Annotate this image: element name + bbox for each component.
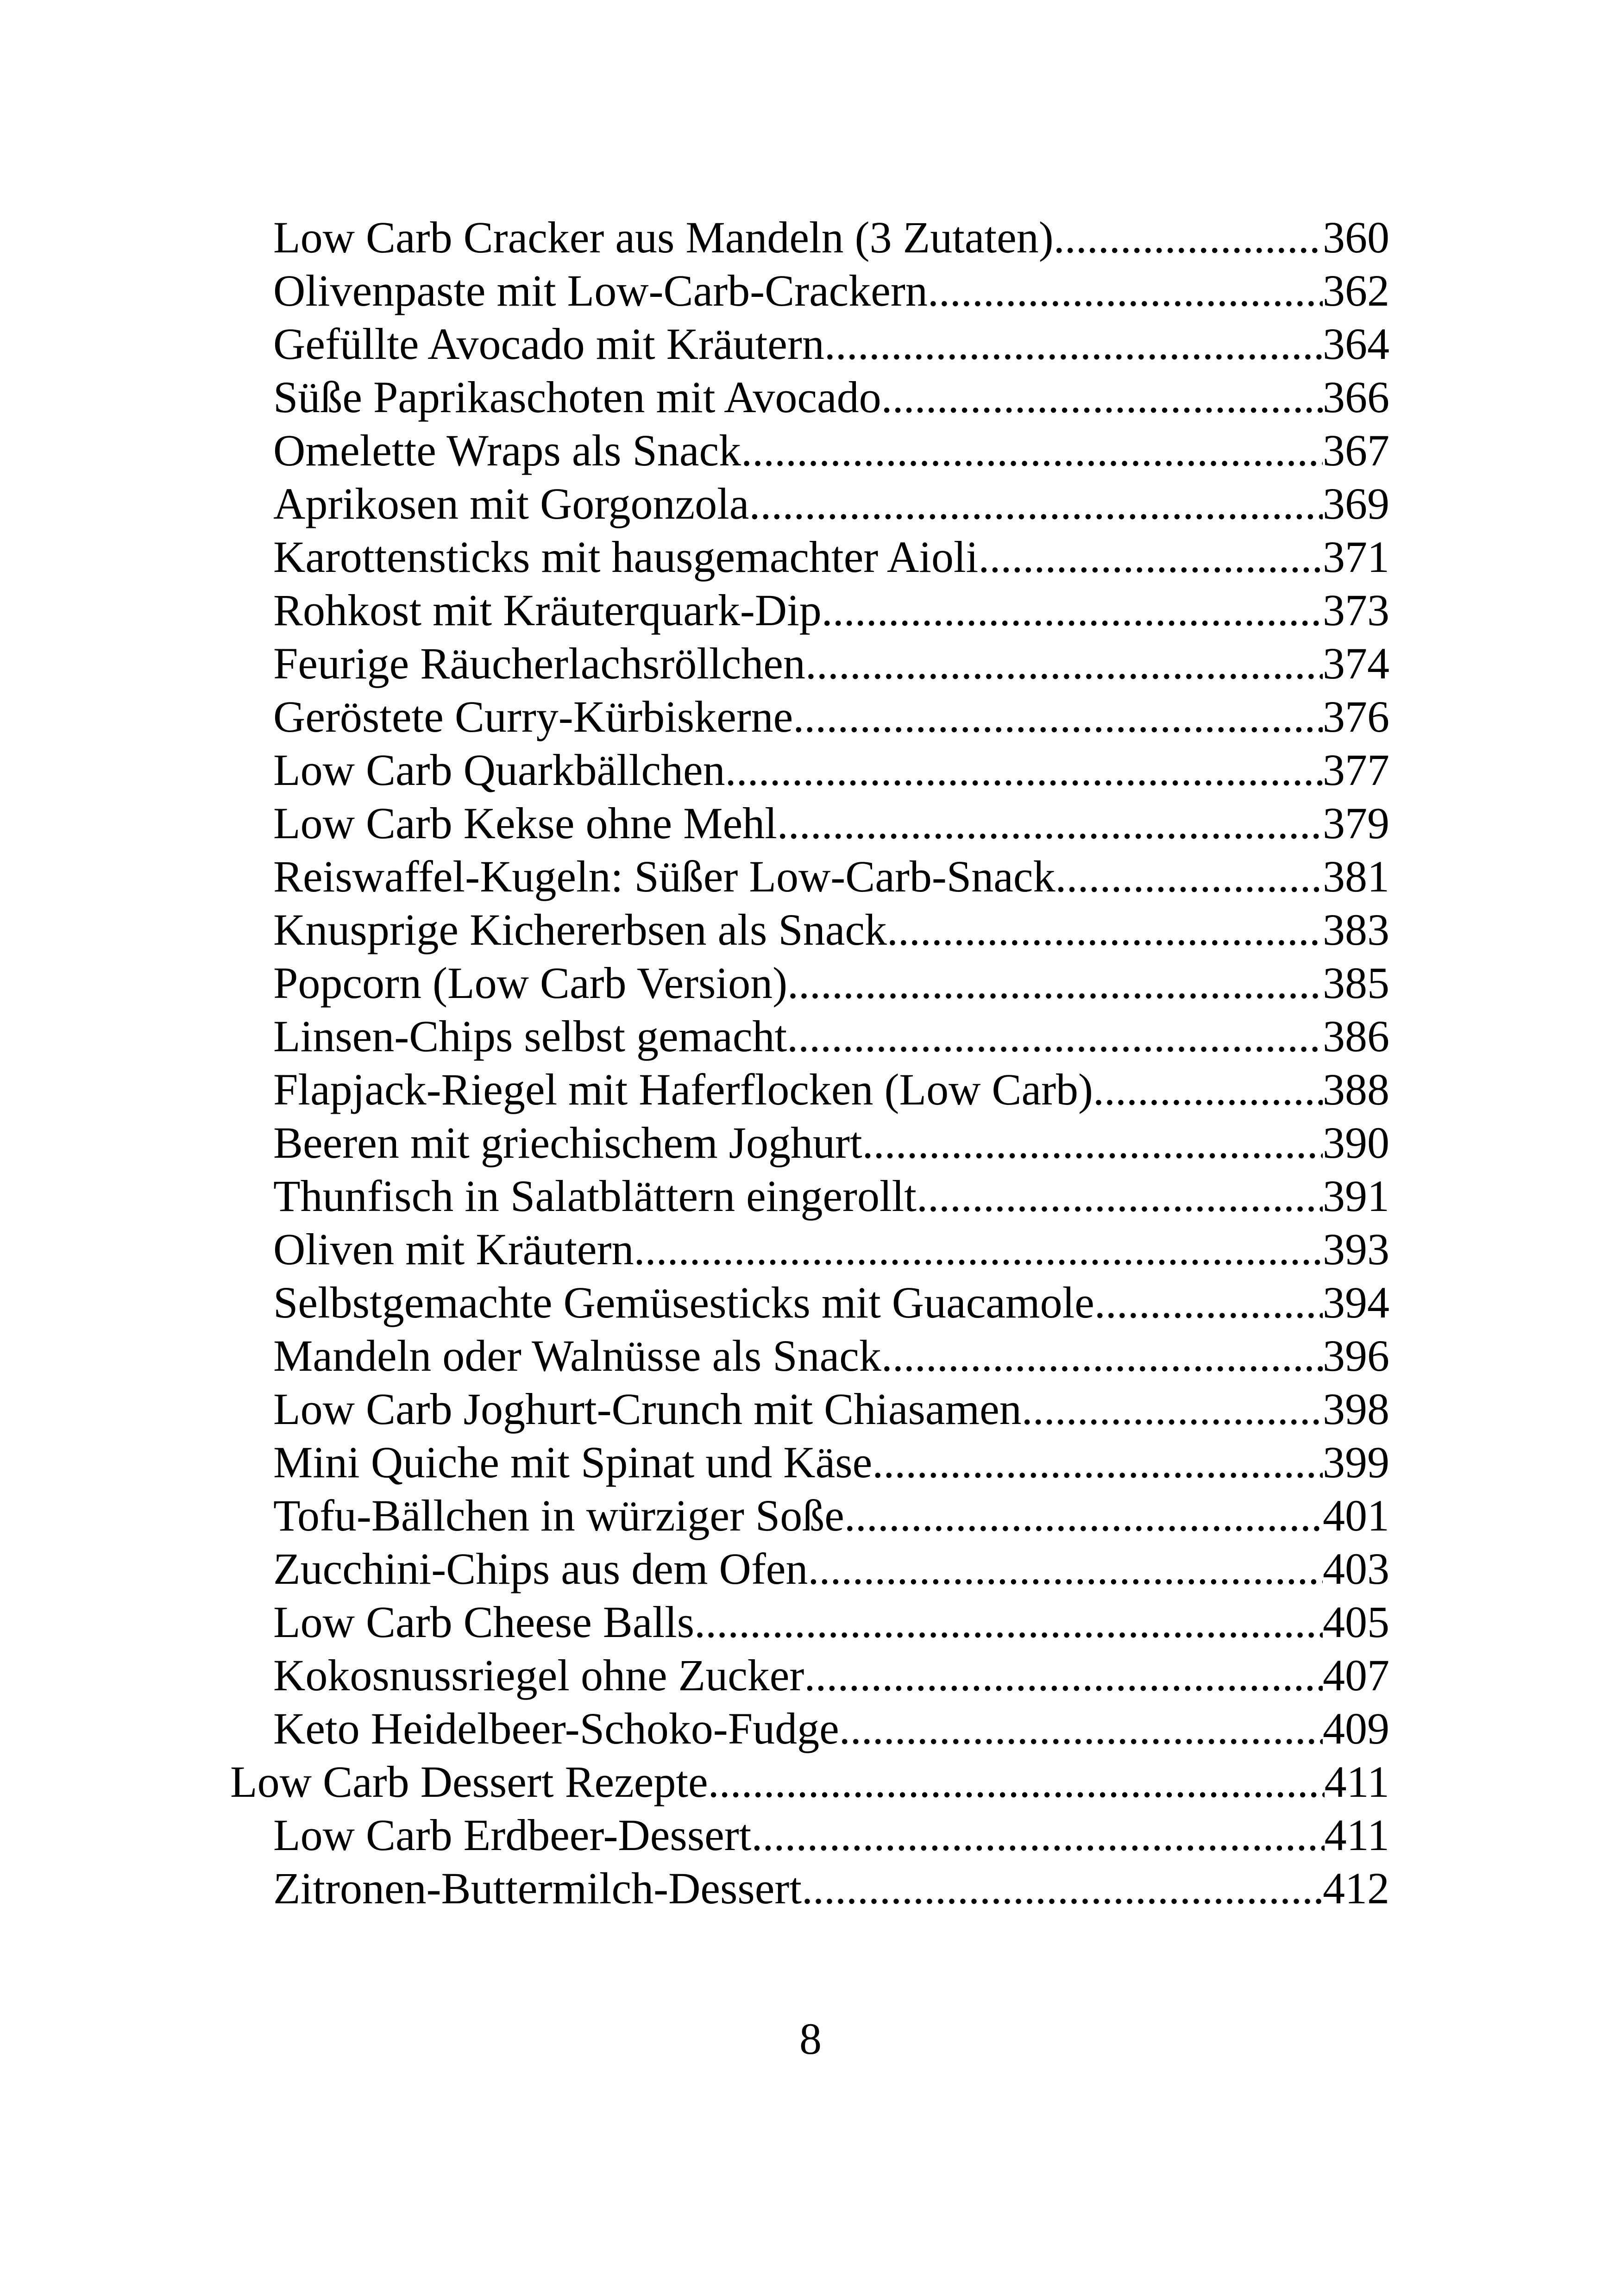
toc-entry-row xyxy=(273,1329,1389,1382)
toc-entry-row xyxy=(273,1702,1389,1755)
toc-entry-title: Zucchini-Chips aus dem Ofen xyxy=(273,1544,808,1593)
toc-entry-row xyxy=(273,211,1389,264)
toc-dot-leader xyxy=(634,1223,1323,1276)
toc-entry-title: Selbstgemachte Gemüsesticks mit Guacamole xyxy=(273,1278,1094,1327)
toc-dot-leader xyxy=(881,370,1323,424)
toc-entry xyxy=(0,1436,1621,1489)
toc-entry xyxy=(0,850,1621,903)
toc-entry-page: 369 xyxy=(1323,479,1389,528)
toc-dot-leader xyxy=(1093,1063,1323,1116)
toc-entry-title: Tofu-Bällchen in würziger Soße xyxy=(273,1491,844,1540)
toc-dot-leader xyxy=(777,797,1323,850)
toc-entry xyxy=(0,424,1621,477)
toc-dot-leader xyxy=(844,1489,1323,1542)
toc-entry-row xyxy=(273,1595,1389,1649)
toc-entry xyxy=(0,1169,1621,1223)
toc-entry-page: 383 xyxy=(1323,905,1389,954)
toc-entry-page: 385 xyxy=(1323,958,1389,1008)
toc-entry xyxy=(0,1808,1621,1862)
toc-entry-title: Aprikosen mit Gorgonzola xyxy=(273,479,749,528)
toc-entry-page: 409 xyxy=(1323,1704,1389,1753)
toc-dot-leader xyxy=(1094,1276,1323,1329)
toc-entry-title: Low Carb Cracker aus Mandeln (3 Zutaten) xyxy=(273,213,1054,262)
toc-dot-leader xyxy=(839,1702,1323,1755)
toc-entry xyxy=(0,690,1621,743)
toc-dot-leader xyxy=(872,1436,1323,1489)
toc-entry-page: 360 xyxy=(1323,213,1389,262)
toc-entry-page: 407 xyxy=(1323,1650,1389,1700)
toc-section-heading xyxy=(0,1755,1621,1808)
toc-entry-title: Reiswaffel-Kugeln: Süßer Low-Carb-Snack xyxy=(273,852,1056,901)
toc-entry-page: 371 xyxy=(1323,532,1389,582)
toc-entry-title: Keto Heidelbeer-Schoko-Fudge xyxy=(273,1704,839,1753)
toc-entry-title: Low Carb Joghurt-Crunch mit Chiasamen xyxy=(273,1384,1022,1434)
toc-entry-page: 388 xyxy=(1323,1065,1389,1114)
toc-entry xyxy=(0,1382,1621,1436)
toc-entry-page: 367 xyxy=(1323,426,1389,475)
toc-entry-row xyxy=(273,1489,1389,1542)
toc-entry-page: 394 xyxy=(1323,1278,1389,1327)
toc-entry-title: Mandeln oder Walnüsse als Snack xyxy=(273,1331,881,1380)
toc-dot-leader xyxy=(928,264,1323,317)
toc-entry xyxy=(0,1223,1621,1276)
toc-dot-leader xyxy=(822,583,1323,637)
toc-dot-leader xyxy=(978,530,1323,583)
toc-entry-page: 390 xyxy=(1323,1118,1389,1167)
toc-entry-title: Zitronen-Buttermilch-Dessert xyxy=(273,1863,802,1913)
toc-entry-title: Omelette Wraps als Snack xyxy=(273,426,741,475)
toc-entry xyxy=(0,1329,1621,1382)
toc-entry-row xyxy=(273,850,1389,903)
toc-dot-leader xyxy=(887,903,1323,956)
toc-dot-leader xyxy=(1054,211,1323,264)
toc-entry-page: 362 xyxy=(1323,266,1389,315)
toc-dot-leader xyxy=(751,1808,1324,1862)
toc-entry-row xyxy=(273,956,1389,1010)
toc-entry-row xyxy=(273,1169,1389,1223)
toc-entry-title: Thunfisch in Salatblättern eingerollt xyxy=(273,1171,917,1221)
toc-entry xyxy=(0,1010,1621,1063)
toc-dot-leader xyxy=(787,956,1323,1010)
toc-dot-leader xyxy=(741,424,1323,477)
toc-entry-row xyxy=(273,1382,1389,1436)
toc-entry-page: 374 xyxy=(1323,639,1389,688)
toc-entry-page: 373 xyxy=(1323,585,1389,635)
toc-entry-title: Rohkost mit Kräuterquark-Dip xyxy=(273,585,822,635)
toc-dot-leader xyxy=(805,637,1323,690)
toc-entry-title: Beeren mit griechischem Joghurt xyxy=(273,1118,862,1167)
toc-entry-page: 411 xyxy=(1324,1757,1389,1807)
toc-dot-leader xyxy=(808,1542,1323,1595)
toc-entry-title: Süße Paprikaschoten mit Avocado xyxy=(273,372,881,422)
toc-dot-leader xyxy=(708,1755,1325,1808)
toc-entry-title: Kokosnussriegel ohne Zucker xyxy=(273,1650,804,1700)
toc-entry-title: Linsen-Chips selbst gemacht xyxy=(273,1011,787,1061)
toc-entry-row xyxy=(273,1010,1389,1063)
toc-entry-row xyxy=(273,317,1389,370)
toc-entry xyxy=(0,1649,1621,1702)
toc-entry-page: 412 xyxy=(1323,1863,1389,1913)
toc-entry-row xyxy=(273,797,1389,850)
toc-entry-page: 399 xyxy=(1323,1437,1389,1487)
toc-entry-row xyxy=(273,424,1389,477)
toc-entry-title: Gefüllte Avocado mit Kräutern xyxy=(273,319,824,369)
toc-entry-title: Karottensticks mit hausgemachter Aioli xyxy=(273,532,979,582)
toc-entry-row xyxy=(273,1649,1389,1702)
toc-entry-row xyxy=(273,370,1389,424)
toc-entry-title: Popcorn (Low Carb Version) xyxy=(273,958,788,1008)
toc-entry-page: 366 xyxy=(1323,372,1389,422)
toc-entry xyxy=(0,530,1621,583)
toc-entry xyxy=(0,477,1621,530)
toc-entry xyxy=(0,1702,1621,1755)
toc-entry-page: 393 xyxy=(1323,1224,1389,1274)
toc-entry xyxy=(0,1116,1621,1169)
toc-entry-title: Low Carb Erdbeer-Dessert xyxy=(273,1810,752,1860)
table-of-contents xyxy=(0,211,1621,1915)
toc-entry-page: 401 xyxy=(1323,1491,1389,1540)
toc-entry-row xyxy=(273,1063,1389,1116)
toc-entry xyxy=(0,1862,1621,1915)
toc-entry-row xyxy=(273,1542,1389,1595)
toc-dot-leader xyxy=(1055,850,1323,903)
toc-dot-leader xyxy=(917,1169,1323,1223)
toc-entry-page: 381 xyxy=(1323,852,1389,901)
toc-entry-row xyxy=(273,1808,1389,1862)
toc-entry xyxy=(0,583,1621,637)
toc-entry-title: Low Carb Dessert Rezepte xyxy=(230,1757,708,1807)
toc-entry-page: 379 xyxy=(1323,798,1389,848)
toc-entry-page: 411 xyxy=(1324,1810,1389,1860)
toc-entry-title: Feurige Räucherlachsröllchen xyxy=(273,639,805,688)
toc-entry-title: Olivenpaste mit Low-Carb-Crackern xyxy=(273,266,928,315)
toc-dot-leader xyxy=(793,690,1323,743)
toc-entry-page: 376 xyxy=(1323,692,1389,741)
toc-dot-leader xyxy=(862,1116,1323,1169)
toc-entry-row xyxy=(273,903,1389,956)
toc-entry xyxy=(0,1276,1621,1329)
toc-dot-leader xyxy=(802,1862,1323,1915)
toc-entry-page: 377 xyxy=(1323,745,1389,795)
toc-entry-row xyxy=(273,530,1389,583)
toc-dot-leader xyxy=(694,1595,1323,1649)
toc-entry xyxy=(0,956,1621,1010)
toc-entry-row xyxy=(273,743,1389,797)
toc-dot-leader xyxy=(725,743,1323,797)
toc-entry xyxy=(0,637,1621,690)
toc-entry xyxy=(0,1542,1621,1595)
toc-entry-row xyxy=(230,1755,1389,1808)
toc-entry-title: Mini Quiche mit Spinat und Käse xyxy=(273,1437,873,1487)
toc-entry xyxy=(0,743,1621,797)
toc-entry-title: Flapjack-Riegel mit Haferflocken (Low Carb) xyxy=(273,1065,1093,1114)
toc-entry-row xyxy=(273,1116,1389,1169)
toc-entry-page: 391 xyxy=(1323,1171,1389,1221)
toc-dot-leader xyxy=(804,1649,1323,1702)
toc-entry-row xyxy=(273,477,1389,530)
toc-dot-leader xyxy=(749,477,1323,530)
toc-entry-row xyxy=(273,583,1389,637)
toc-entry-page: 396 xyxy=(1323,1331,1389,1380)
toc-entry xyxy=(0,1063,1621,1116)
page-number: 8 xyxy=(799,2014,822,2064)
toc-entry xyxy=(0,211,1621,264)
toc-entry-title: Low Carb Kekse ohne Mehl xyxy=(273,798,777,848)
toc-entry-page: 405 xyxy=(1323,1597,1389,1647)
toc-entry-title: Low Carb Cheese Balls xyxy=(273,1597,695,1647)
toc-entry-row xyxy=(273,1862,1389,1915)
toc-entry-row xyxy=(273,264,1389,317)
toc-entry-title: Geröstete Curry-Kürbiskerne xyxy=(273,692,793,741)
toc-entry-page: 364 xyxy=(1323,319,1389,369)
toc-entry-row xyxy=(273,1223,1389,1276)
toc-entry-row xyxy=(273,690,1389,743)
toc-entry xyxy=(0,1595,1621,1649)
toc-entry xyxy=(0,903,1621,956)
toc-entry-row xyxy=(273,1436,1389,1489)
toc-entry-page: 403 xyxy=(1323,1544,1389,1593)
toc-entry-title: Knusprige Kichererbsen als Snack xyxy=(273,905,887,954)
toc-entry-title: Oliven mit Kräutern xyxy=(273,1224,634,1274)
toc-dot-leader xyxy=(881,1329,1323,1382)
toc-entry xyxy=(0,797,1621,850)
toc-dot-leader xyxy=(1022,1382,1323,1436)
toc-entry-row xyxy=(273,637,1389,690)
toc-entry xyxy=(0,317,1621,370)
toc-entry-page: 386 xyxy=(1323,1011,1389,1061)
toc-entry xyxy=(0,1489,1621,1542)
toc-dot-leader xyxy=(824,317,1323,370)
toc-entry xyxy=(0,264,1621,317)
toc-entry-title: Low Carb Quarkbällchen xyxy=(273,745,725,795)
toc-entry xyxy=(0,370,1621,424)
toc-entry-page: 398 xyxy=(1323,1384,1389,1434)
toc-dot-leader xyxy=(787,1010,1323,1063)
toc-entry-row xyxy=(273,1276,1389,1329)
